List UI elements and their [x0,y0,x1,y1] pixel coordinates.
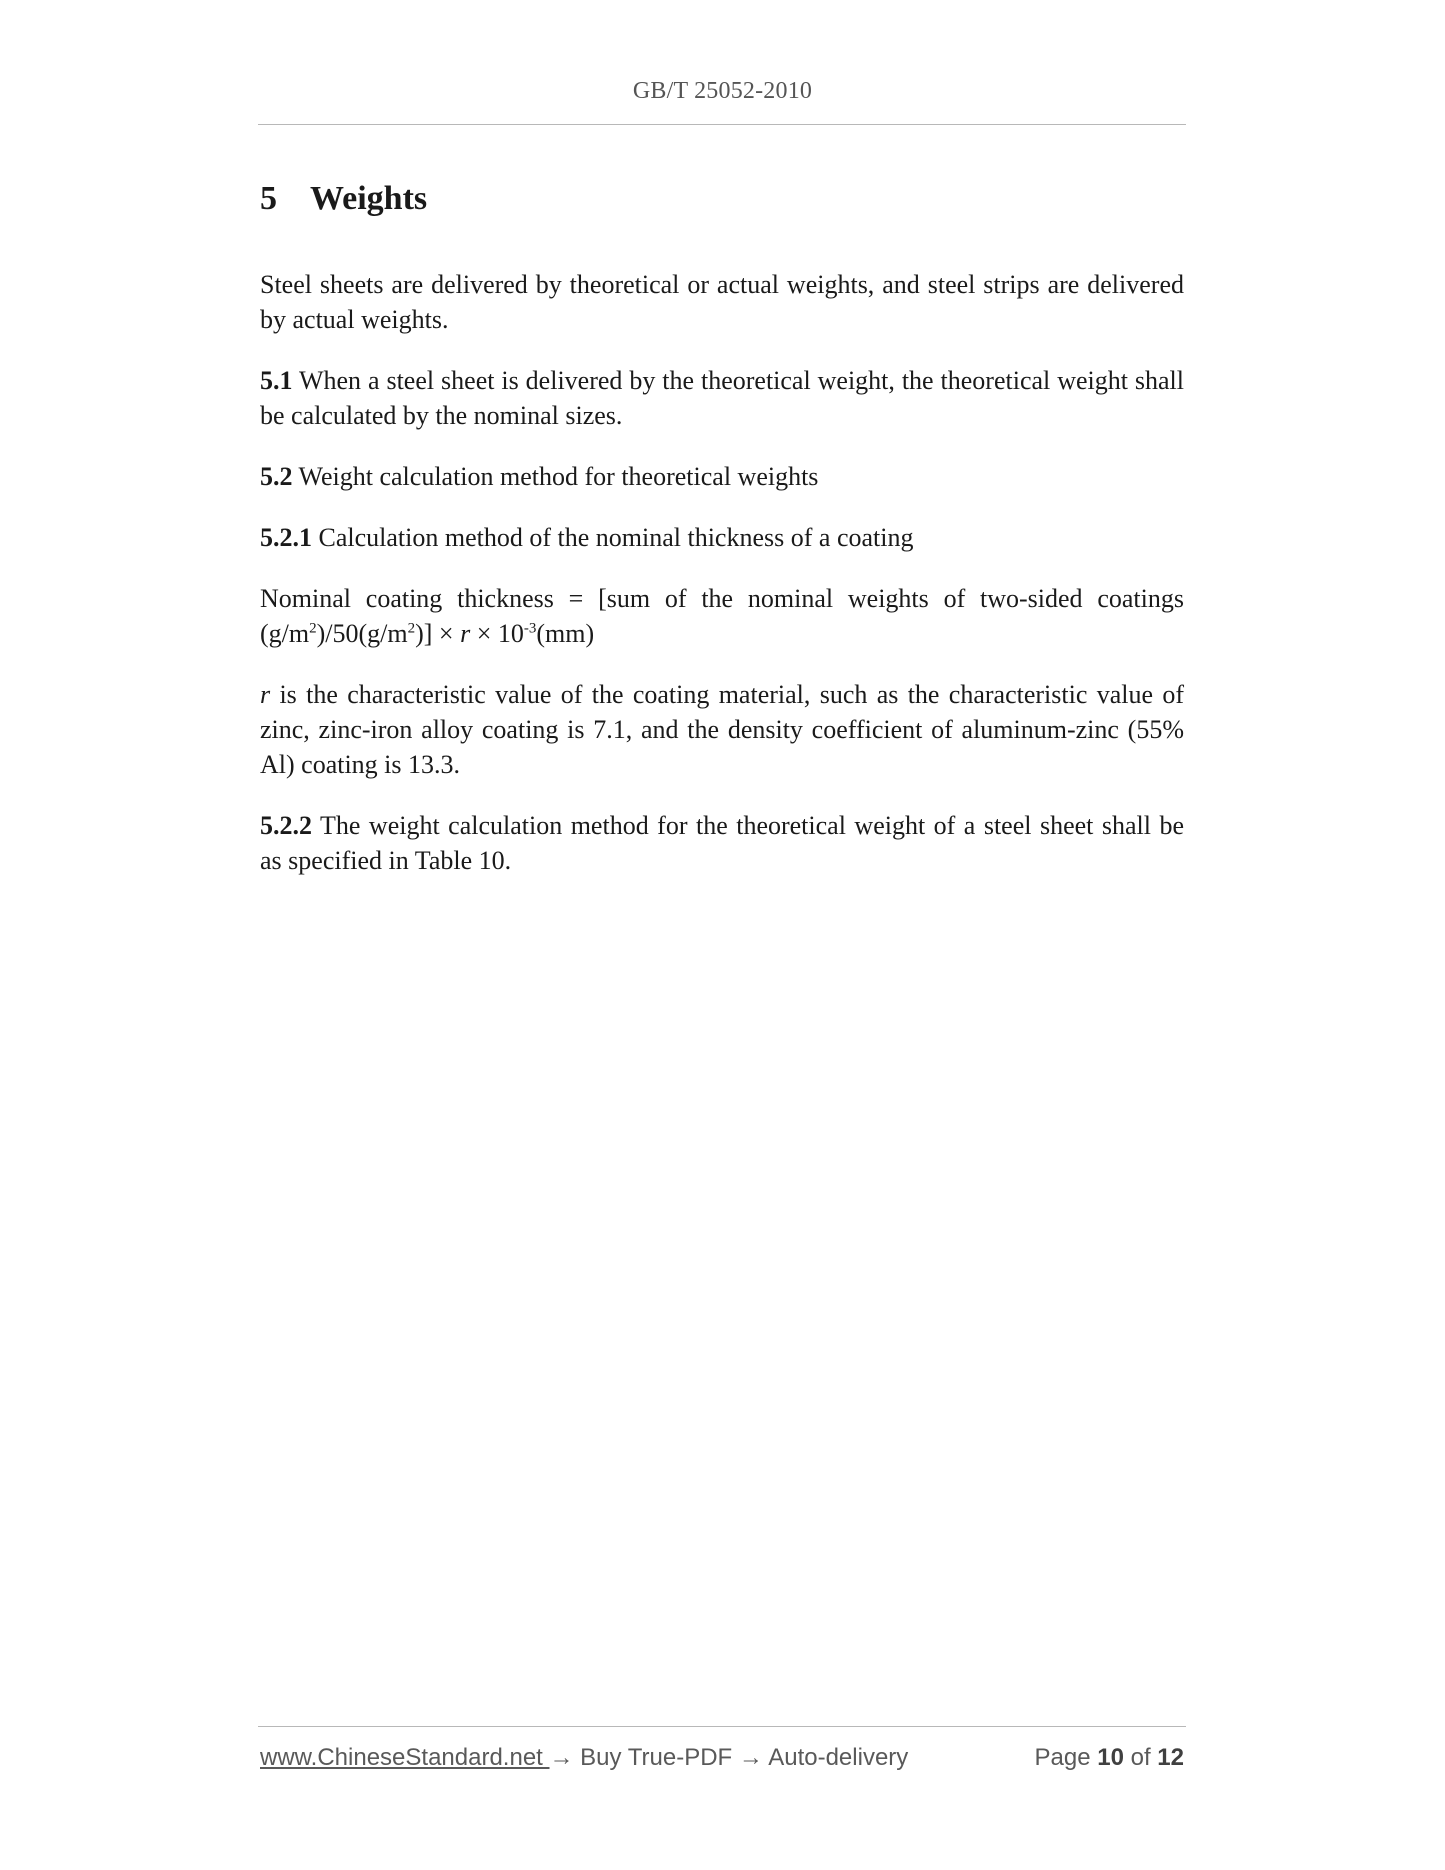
clause-text: Weight calculation method for theoretical weights [292,462,819,491]
footer-divider [258,1726,1186,1727]
page-content [260,175,1184,904]
page-indicator [1035,1744,1184,1772]
formula-superscript: -3 [523,620,537,637]
page-footer [260,1744,1184,1780]
clause-5-2-2 [260,808,1184,878]
formula-part: (mm) [536,619,595,648]
clause-text: When a steel sheet is delivered by the theoretical weight, the theoretical weight shall be calculated by the nominal sizes. [260,366,1184,430]
formula-part: )/50(g/m [316,619,408,648]
clause-5-1 [260,363,1184,433]
clause-5-2 [260,459,1184,494]
of-label: of [1123,1744,1158,1771]
auto-delivery-text: Auto-delivery [762,1744,909,1771]
clause-number: 5.2.1 [260,523,312,552]
page-label: Page [1034,1744,1098,1771]
section-title: Weights [310,180,428,217]
coating-thickness-formula [260,581,1184,651]
clause-text: Calculation method of the nominal thickness of a coating [312,523,914,552]
header-divider [258,124,1186,125]
buy-pdf-text: Buy True-PDF [573,1744,739,1771]
footer-promo [260,1744,908,1772]
formula-part: (g/m [260,619,310,648]
variable-definition [260,677,1184,782]
variable-symbol: r [260,680,271,709]
clause-text: The weight calculation method for the theoretical weight of a steel sheet shall be as specified in Table 10. [260,811,1184,875]
current-page-number: 10 [1097,1744,1124,1771]
section-number: 5 [260,180,277,217]
section-heading [260,175,1184,223]
clause-number: 5.2 [260,462,293,491]
document-code-header: GB/T 25052-2010 [632,78,813,104]
website-link[interactable]: www.ChineseStandard.net [260,1744,550,1771]
intro-paragraph: Steel sheets are delivered by theoretical or actual weights, and steel strips are delivered by actual weights. [260,270,1184,334]
clause-number: 5.1 [260,366,293,395]
arrow-right-icon: → [738,1744,763,1771]
clause-5-2-1 [260,520,1184,555]
formula-line-2 [260,616,1184,651]
formula-line-1: Nominal coating thickness = [sum of the nominal weights of two-sided coatings [260,584,1184,613]
variable-text: is the characteristic value of the coating material, such as the characteristic value of zinc, zinc-iron alloy coating is 7.1, and the density coefficient of aluminum-zinc (55% Al) coating is 13.3. [260,680,1184,779]
formula-part: )] × [415,619,461,648]
arrow-right-icon: → [549,1744,574,1771]
formula-part: × 10 [470,619,524,648]
formula-superscript: 2 [407,620,416,637]
total-page-count: 12 [1157,1744,1184,1771]
formula-variable: r [460,619,471,648]
clause-number: 5.2.2 [260,811,312,840]
formula-superscript: 2 [309,620,317,637]
